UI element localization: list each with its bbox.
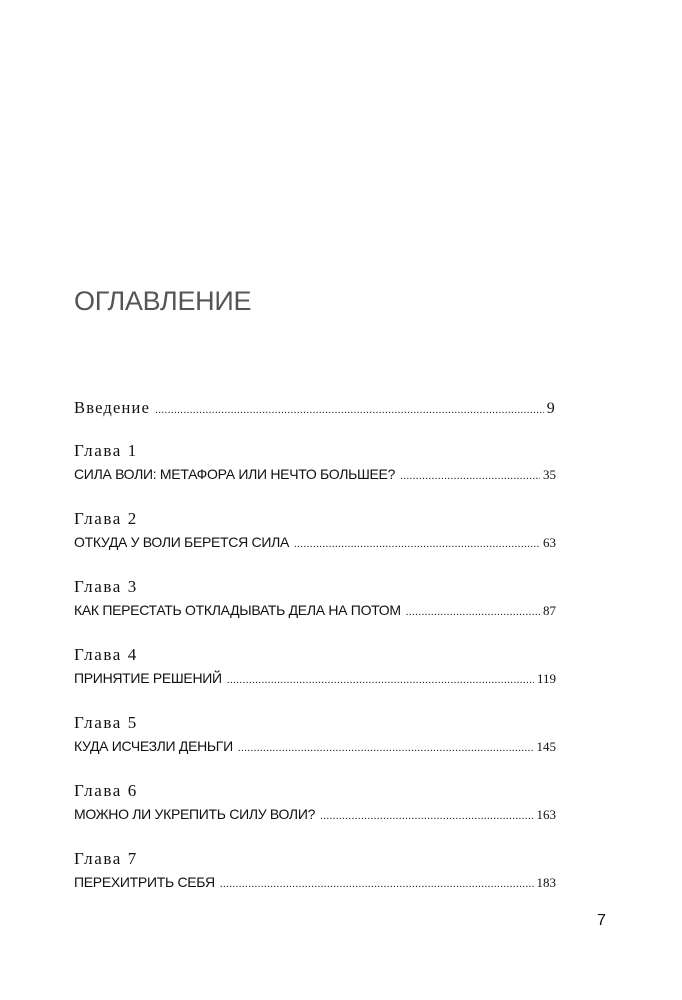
toc-entry-chapter-2[interactable]	[74, 508, 556, 554]
toc-page-number: 63	[543, 535, 556, 550]
dot-leader	[220, 878, 534, 890]
chapter-title: КУДА ИСЧЕЗЛИ ДЕНЬГИ	[74, 738, 233, 754]
dot-leader	[406, 606, 540, 618]
dot-leader	[155, 404, 544, 416]
chapter-line	[74, 670, 556, 690]
toc-entry-chapter-6[interactable]	[74, 780, 556, 826]
chapter-line	[74, 806, 556, 826]
chapter-number: Глава 1	[74, 441, 138, 460]
chapter-number: Глава 5	[74, 713, 138, 732]
toc-page-number: 163	[536, 807, 556, 822]
dot-leader	[238, 742, 534, 754]
table-of-contents	[74, 398, 556, 916]
chapter-title: ПЕРЕХИТРИТЬ СЕБЯ	[74, 874, 215, 890]
toc-page-number: 183	[536, 875, 556, 890]
page-number-folio: 7	[597, 912, 606, 929]
toc-entry-chapter-7[interactable]	[74, 848, 556, 894]
chapter-line	[74, 602, 556, 622]
chapter-line	[74, 738, 556, 758]
chapter-line	[74, 874, 556, 894]
dot-leader	[320, 810, 533, 822]
toc-page-number: 145	[536, 739, 556, 754]
toc-entry-chapter-4[interactable]	[74, 644, 556, 690]
toc-page-number: 35	[543, 467, 556, 482]
chapter-title: МОЖНО ЛИ УКРЕПИТЬ СИЛУ ВОЛИ?	[74, 806, 316, 822]
toc-page-number: 119	[536, 671, 556, 686]
chapter-number: Глава 2	[74, 509, 138, 528]
chapter-line	[74, 534, 556, 554]
chapter-number: Глава 3	[74, 577, 138, 596]
chapter-number: Глава 7	[74, 849, 138, 868]
toc-entry-introduction[interactable]	[74, 398, 556, 420]
chapter-title: ПРИНЯТИЕ РЕШЕНИЙ	[74, 670, 222, 686]
toc-entry-label: Введение	[74, 398, 151, 417]
toc-page-number: 87	[543, 603, 556, 618]
chapter-number: Глава 4	[74, 645, 138, 664]
dot-leader	[400, 470, 540, 482]
toc-page-number: 9	[546, 400, 556, 417]
toc-entry-chapter-5[interactable]	[74, 712, 556, 758]
chapter-title: КАК ПЕРЕСТАТЬ ОТКЛАДЫВАТЬ ДЕЛА НА ПОТОМ	[74, 602, 401, 618]
toc-entry-chapter-1[interactable]	[74, 440, 556, 486]
chapter-line	[74, 466, 556, 486]
dot-leader	[294, 538, 540, 550]
page-title: ОГЛАВЛЕНИЕ	[74, 286, 252, 316]
chapter-title: ОТКУДА У ВОЛИ БЕРЕТСЯ СИЛА	[74, 534, 290, 550]
chapter-title: СИЛА ВОЛИ: МЕТАФОРА ИЛИ НЕЧТО БОЛЬШЕЕ?	[74, 466, 396, 482]
toc-entry-chapter-3[interactable]	[74, 576, 556, 622]
dot-leader	[227, 674, 534, 686]
chapter-number: Глава 6	[74, 781, 138, 800]
